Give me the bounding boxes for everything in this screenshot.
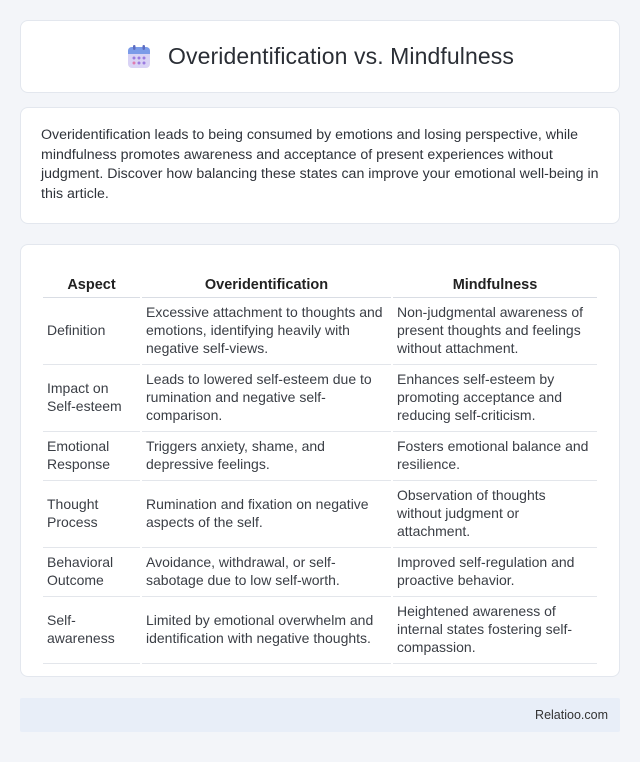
mindfulness-cell: Heightened awareness of internal states fostering self-compassion. bbox=[393, 597, 597, 664]
table-row bbox=[43, 298, 597, 365]
table-header-row bbox=[43, 265, 597, 298]
calendar-icon bbox=[126, 44, 152, 70]
intro-card bbox=[20, 107, 620, 224]
mindfulness-cell: Non-judgmental awareness of present thoughts and feelings without attachment. bbox=[393, 298, 597, 365]
footer-brand[interactable]: Relatioo.com bbox=[535, 708, 608, 722]
table-row bbox=[43, 432, 597, 481]
title-wrap bbox=[126, 43, 514, 70]
intro-paragraph: Overidentification leads to being consumed by emotions and losing perspective, while mindfulness promotes awareness and acceptance of present experiences without judgment. Discover how balancing these states can improve your emotional well-being in this article. bbox=[41, 127, 599, 202]
page-title: Overidentification vs. Mindfulness bbox=[168, 43, 514, 69]
table-row bbox=[43, 548, 597, 597]
aspect-cell: Definition bbox=[43, 298, 140, 365]
mindfulness-cell: Enhances self-esteem by promoting acceptance and reducing self-criticism. bbox=[393, 365, 597, 432]
mindfulness-cell: Fosters emotional balance and resilience. bbox=[393, 432, 597, 481]
aspect-cell: Thought Process bbox=[43, 481, 140, 548]
column-header-mindfulness: Mindfulness bbox=[393, 265, 597, 298]
table-row bbox=[43, 597, 597, 664]
overidentification-cell: Limited by emotional overwhelm and identification with negative thoughts. bbox=[142, 597, 391, 664]
title-card bbox=[20, 20, 620, 93]
aspect-cell: Behavioral Outcome bbox=[43, 548, 140, 597]
column-header-overidentification: Overidentification bbox=[142, 265, 391, 298]
table-row bbox=[43, 365, 597, 432]
table-row bbox=[43, 481, 597, 548]
overidentification-cell: Avoidance, withdrawal, or self-sabotage due to low self-worth. bbox=[142, 548, 391, 597]
aspect-cell: Emotional Response bbox=[43, 432, 140, 481]
comparison-table-card bbox=[20, 244, 620, 677]
column-header-aspect: Aspect bbox=[43, 265, 140, 298]
overidentification-cell: Leads to lowered self-esteem due to rumination and negative self-comparison. bbox=[142, 365, 391, 432]
overidentification-cell: Triggers anxiety, shame, and depressive feelings. bbox=[142, 432, 391, 481]
aspect-cell: Self-awareness bbox=[43, 597, 140, 664]
comparison-table bbox=[41, 265, 599, 664]
overidentification-cell: Excessive attachment to thoughts and emotions, identifying heavily with negative self-views. bbox=[142, 298, 391, 365]
aspect-cell: Impact on Self-esteem bbox=[43, 365, 140, 432]
mindfulness-cell: Improved self-regulation and proactive behavior. bbox=[393, 548, 597, 597]
mindfulness-cell: Observation of thoughts without judgment or attachment. bbox=[393, 481, 597, 548]
footer bbox=[20, 698, 620, 732]
overidentification-cell: Rumination and fixation on negative aspects of the self. bbox=[142, 481, 391, 548]
